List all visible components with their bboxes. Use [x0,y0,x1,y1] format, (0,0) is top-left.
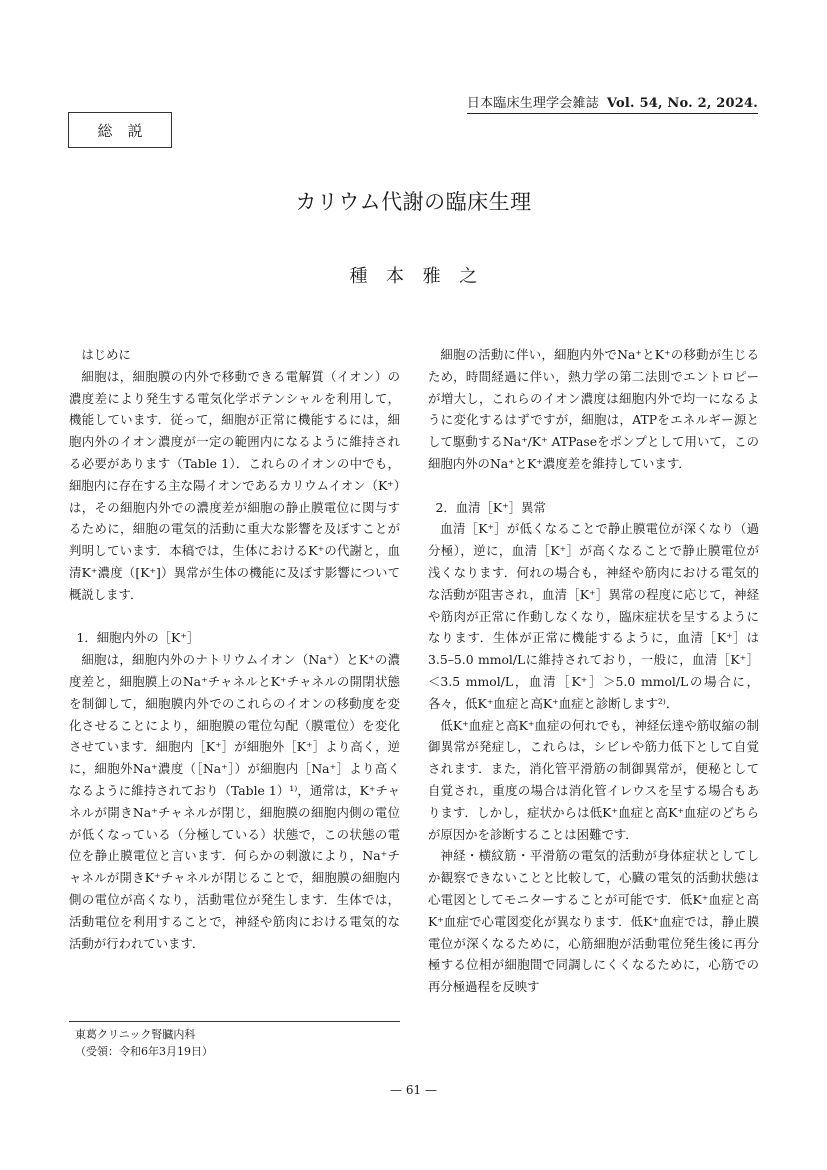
intro-paragraph: 細胞は，細胞膜の内外で移動できる電解質（イオン）の濃度差により発生する電気化学ポテンシャルを利用して，機能しています．従って，細胞が正常に機能するには，細胞内外のイオン濃度が一定の範囲内になるように維持される必要があります（Table 1）．これらのイオンの中でも，細胞内に存在する主な陽イオンであるカリウムイオン（K⁺）は，その細胞内外での濃度差が細胞の静止膜電位に関与するために，細胞の電気的活動に重大な影響を及ぼすことが判明しています．本稿では，生体におけるK⁺の代謝と，血清K⁺濃度（[K⁺]）異常が生体の機能に及ぼす影響について概説します． [69,368,400,602]
section-2-paragraph-2: 低K⁺血症と高K⁺血症の何れでも，神経伝達や筋収縮の制御異常が発症し，これらは，シビレや筋力低下として自覚されます．また，消化管平滑筋の制御異常が，便秘として自覚され，重度の場合は消化管イレウスを呈する場合もあります．しかし，症状からは低K⁺血症と高K⁺血症のどちらが原因かを診断することは困難です． [428,717,759,842]
page-number: — 61 — [390,1083,437,1097]
section-2-paragraph-1: 血清［K⁺］が低くなることで静止膜電位が深くなり（過分極），逆に，血清［K⁺］が高くなることで静止膜電位が浅くなります．何れの場合も，神経や筋肉における電気的な活動が阻害され，血清［K⁺］異常の程度に応じて，神経や筋肉が正常に作動しなくなり，臨床症状を呈するようになります．生体が正常に機能するように，血清［K⁺］は3.5–5.0 mmol/Lに維持されており，一般に，血清［K⁺］＜3.5 mmol/L，血清［K⁺］＞5.0 mmol/Lの場合に，各々，低K⁺血症と高K⁺血症と診断します²⁾． [428,521,759,711]
journal-name: 日本臨床生理学会雑誌 [466,96,599,111]
article-title: カリウム代謝の臨床生理 [295,190,532,214]
section-2-heading: 2．血清［K⁺］異常 [435,499,546,515]
article-category: 総 説 [68,112,172,148]
intro-heading: はじめに [81,347,131,362]
footnote [69,1021,400,1060]
right-column [428,344,759,998]
section-2-paragraph-3: 神経・横紋筋・平滑筋の電気的活動が身体症状としてしか観察できないことと比較して，心臓の電気的活動状態は心電図としてモニターすることが可能です．低K⁺血症と高K⁺血症で心電図変化が異なります．低K⁺血症では，静止膜電位が深くなるために，心筋細胞が活動電位発生後に再分極する位相が細胞間で同調しにくくなるために，心筋での再分極過程を反映す [428,848,759,995]
section-1-paragraph: 細胞は，細胞内外のナトリウムイオン（Na⁺）とK⁺の濃度差と，細胞膜上のNa⁺チャネルとK⁺チャネルの開閉状態を制御して，細胞膜内外でのこれらのイオンの移動度を変化させることにより，細胞膜の電位勾配（膜電位）を変化させています．細胞内［K⁺］が細胞外［K⁺］より高く，逆に，細胞外Na⁺濃度（［Na⁺］）が細胞内［Na⁺］より高くなるように維持されており（Table 1）¹⁾，通常は，K⁺チャネルが開きNa⁺チャネルが閉じ，細胞膜の細胞内側の電位が低くなっている（分極している）状態で，この状態の電位を静止膜電位と言います．何らかの刺激により，Na⁺チャネルが開きK⁺チャネルが閉じることで，細胞膜の細胞内側の電位が高くなり，活動電位が発生します．生体では，活動電位を利用することで，神経や筋肉における電気的な活動が行われています． [69,652,400,951]
left-column [69,344,400,954]
journal-volume: Vol. 54, No. 2, 2024. [606,96,758,111]
journal-header [467,92,758,114]
article-author: 種 本 雅 之 [349,266,478,287]
continuation-paragraph: 細胞の活動に伴い，細胞内外でNa⁺とK⁺の移動が生じるため，時間経過に伴い，熱力学の第二法則でエントロピーが増大し，これらのイオン濃度は細胞内外で均一になるように変化するはずですが，細胞は，ATPをエネルギー源として駆動するNa⁺/K⁺ ATPaseをポンプとして用いて，この細胞内外のNa⁺とK⁺濃度差を維持しています． [428,347,759,471]
section-1-heading: 1．細胞内外の［K⁺］ [76,630,200,646]
footnote-affiliation: 東葛クリニック腎臓内科 [75,1028,196,1041]
footnote-received: （受領：令和6年3月19日） [75,1045,213,1058]
